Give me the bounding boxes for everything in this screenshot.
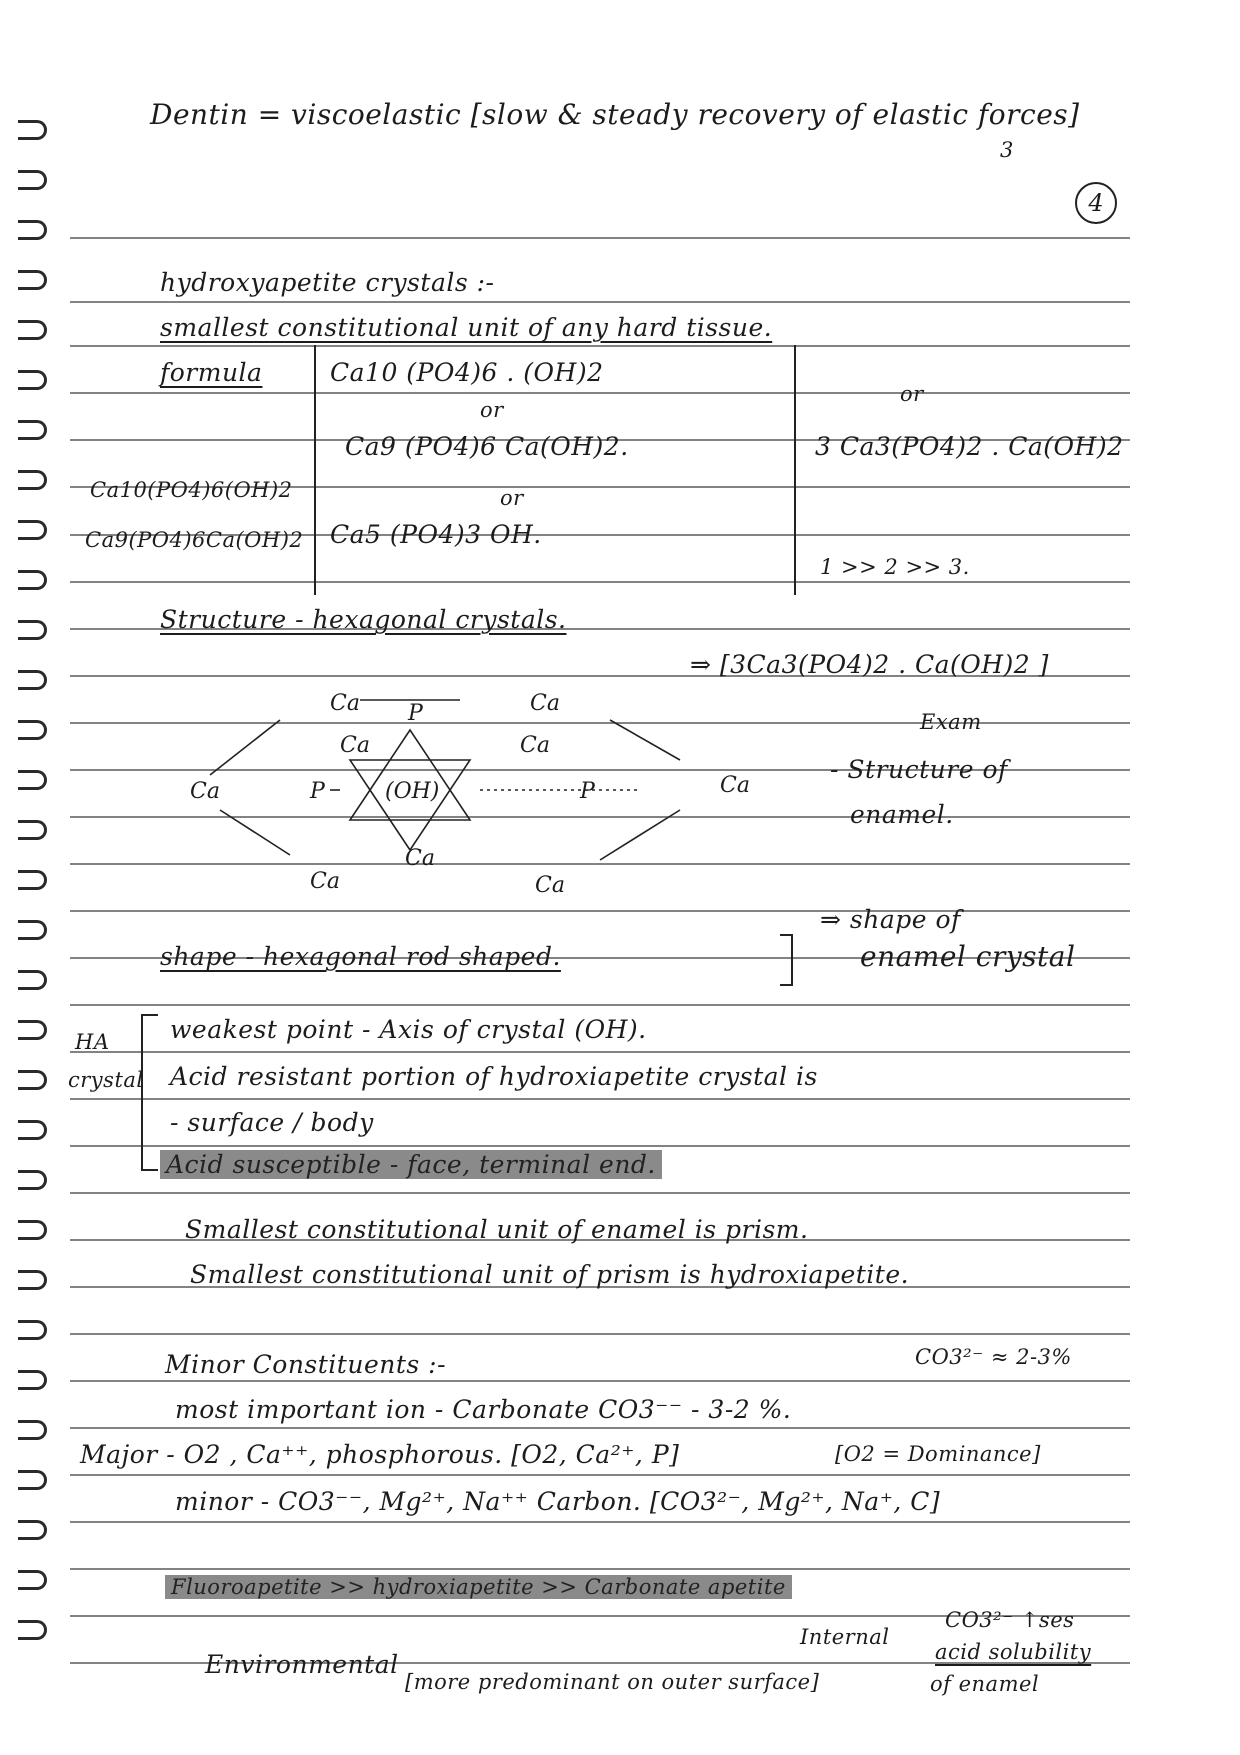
- minor-constituents-title: Minor Constituents :-: [165, 1350, 447, 1379]
- structure-enamel-2: enamel.: [850, 800, 954, 829]
- spiral-ring: [18, 870, 47, 890]
- spiral-ring: [18, 1070, 47, 1090]
- spiral-ring: [18, 670, 47, 690]
- heading-smallest-unit: smallest constitutional unit of any hard tissue.: [160, 313, 773, 342]
- shape-note-2: enamel crystal: [860, 940, 1076, 973]
- spiral-ring: [18, 920, 47, 940]
- diagram-label: Ca: [720, 773, 750, 798]
- major-constituents: Major - O2 , Ca⁺⁺, phosphorous. [O2, Ca²⁺, P]: [80, 1440, 680, 1469]
- acid-resistant: Acid resistant portion of hydroxiapetite crystal is: [170, 1062, 818, 1091]
- heading-hydroxyapatite: hydroxyapetite crystals :-: [160, 268, 495, 297]
- o2-dominance: [O2 = Dominance]: [835, 1442, 1041, 1466]
- side-formula-2: Ca9(PO4)6Ca(OH)2: [85, 528, 304, 552]
- spiral-ring: [18, 1420, 47, 1440]
- diagram-label: P: [580, 779, 595, 804]
- spiral-ring: [18, 170, 47, 190]
- spiral-ring: [18, 1170, 47, 1190]
- diagram-label: Ca: [535, 873, 565, 898]
- co3-increase: CO3²⁻ ↑ses: [945, 1608, 1075, 1632]
- formula-label: formula: [160, 358, 263, 387]
- spiral-ring: [18, 370, 47, 390]
- spiral-ring: [18, 1370, 47, 1390]
- side-formula-1: Ca10(PO4)6(OH)2: [90, 478, 293, 502]
- co3-percent: CO3²⁻ ≈ 2-3%: [915, 1345, 1072, 1369]
- diagram-label: Ca: [520, 733, 550, 758]
- structure-enamel-1: - Structure of: [830, 755, 1008, 784]
- spiral-ring: [18, 770, 47, 790]
- ha-label-2: crystal: [68, 1068, 144, 1092]
- formula-rank: 1 >> 2 >> 3.: [820, 555, 970, 579]
- formula-or-3: or: [900, 382, 924, 406]
- dentin-subscript: 3: [1000, 138, 1014, 162]
- surface-body: - surface / body: [170, 1108, 374, 1137]
- spiral-ring: [18, 520, 47, 540]
- diagram-label: Ca: [310, 869, 340, 894]
- spiral-ring: [18, 820, 47, 840]
- acid-susceptible: Acid susceptible - face, terminal end.: [160, 1150, 662, 1179]
- environmental-label: Environmental: [205, 1650, 399, 1679]
- structure-line: Structure - hexagonal crystals.: [160, 605, 567, 634]
- weakest-point: weakest point - Axis of crystal (OH).: [170, 1015, 647, 1044]
- spiral-ring: [18, 720, 47, 740]
- diagram-label: Ca: [190, 779, 220, 804]
- formula-1: Ca10 (PO4)6 . (OH)2: [330, 358, 604, 387]
- shape-line: shape - hexagonal rod shaped.: [160, 942, 561, 971]
- ha-label-1: HA: [75, 1030, 110, 1054]
- smallest-unit-enamel: Smallest constitutional unit of enamel is prism.: [185, 1215, 809, 1244]
- spiral-ring: [18, 220, 47, 240]
- spiral-ring: [18, 120, 47, 140]
- spiral-ring: [18, 570, 47, 590]
- spiral-ring: [18, 620, 47, 640]
- shape-note-1: ⇒ shape of: [820, 905, 961, 934]
- diagram-label: Ca: [530, 691, 560, 716]
- diagram-label: P: [408, 701, 423, 726]
- diagram-label: Ca: [405, 846, 435, 871]
- formula-or-1: or: [480, 398, 504, 422]
- exam-note: Exam: [920, 710, 982, 734]
- dentin-line: Dentin = viscoelastic [slow & steady recovery of elastic forces]: [150, 98, 1080, 131]
- page-number: 4: [1075, 182, 1117, 224]
- spiral-ring: [18, 1320, 47, 1340]
- of-enamel: of enamel: [930, 1672, 1040, 1696]
- apatite-order: Fluoroapetite >> hydroxiapetite >> Carbonate apetite: [165, 1575, 792, 1599]
- environmental-note: [more predominant on outer surface]: [405, 1670, 820, 1694]
- diagram-label: (OH): [385, 779, 440, 804]
- spiral-ring: [18, 1520, 47, 1540]
- spiral-ring: [18, 1470, 47, 1490]
- formula-or-2: or: [500, 486, 524, 510]
- diagram-label: Ca: [340, 733, 370, 758]
- minor-constituents: minor - CO3⁻⁻, Mg²⁺, Na⁺⁺ Carbon. [CO3²⁻, Mg²⁺, Na⁺, C]: [175, 1487, 941, 1516]
- spiral-ring: [18, 970, 47, 990]
- spiral-ring: [18, 470, 47, 490]
- spiral-ring: [18, 1120, 47, 1140]
- spiral-ring: [18, 320, 47, 340]
- formula-2: Ca9 (PO4)6 Ca(OH)2.: [345, 432, 629, 461]
- spiral-ring: [18, 1570, 47, 1590]
- spiral-ring: [18, 1270, 47, 1290]
- spiral-ring: [18, 270, 47, 290]
- smallest-unit-prism: Smallest constitutional unit of prism is hydroxiapetite.: [190, 1260, 910, 1289]
- spiral-ring: [18, 1020, 47, 1040]
- most-important-ion: most important ion - Carbonate CO3⁻⁻ - 3-2 %.: [175, 1395, 792, 1424]
- structure-bracket: ⇒ [3Ca3(PO4)2 . Ca(OH)2 ]: [690, 650, 1049, 679]
- spiral-ring: [18, 1220, 47, 1240]
- formula-3: Ca5 (PO4)3 OH.: [330, 520, 542, 549]
- spiral-ring: [18, 420, 47, 440]
- spiral-ring: [18, 1620, 47, 1640]
- hexagonal-structure-diagram: [180, 680, 800, 920]
- diagram-label: P: [310, 779, 325, 804]
- acid-solubility: acid solubility: [935, 1640, 1092, 1664]
- internal-label: Internal: [800, 1625, 890, 1649]
- formula-4: 3 Ca3(PO4)2 . Ca(OH)2: [815, 432, 1124, 461]
- diagram-label: Ca: [330, 691, 360, 716]
